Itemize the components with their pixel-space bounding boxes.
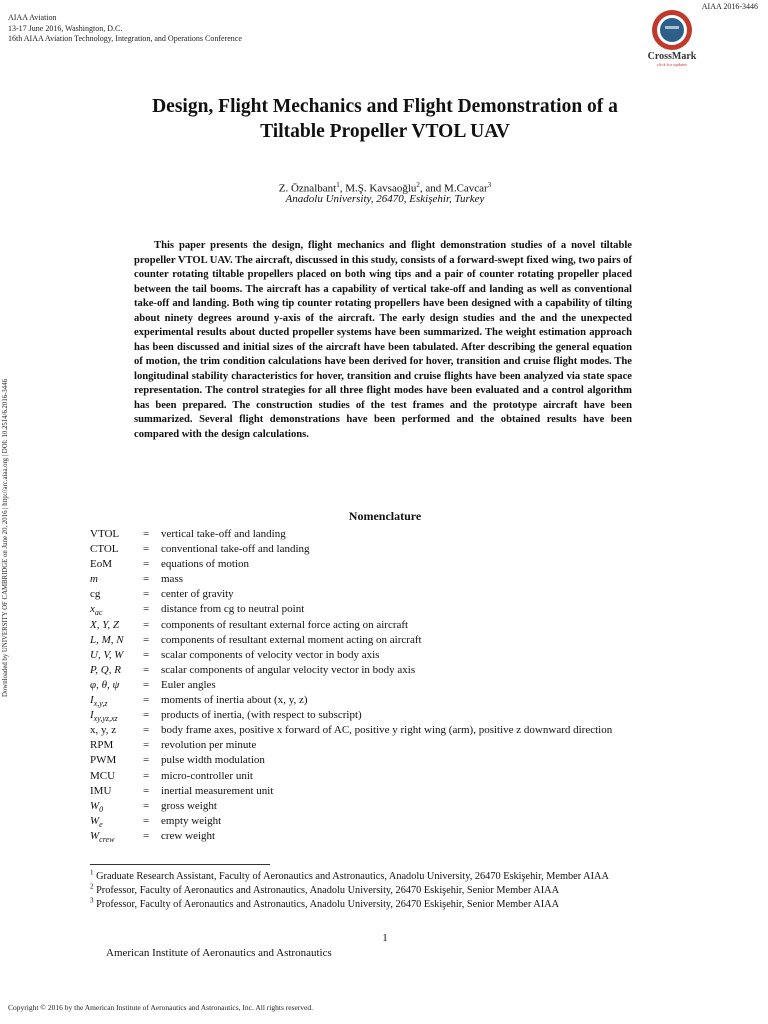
author-sep: , (339, 182, 346, 195)
nomenclature-eq: = (143, 814, 150, 827)
nomenclature-symbol (90, 557, 112, 572)
footnote (90, 884, 690, 898)
nomenclature-definition: distance from cg to neutral point (161, 603, 305, 616)
footnote-text: Professor, Faculty of Aeronautics and Astronautics, Anadolu University, 26470 Eskişehir, Senior Member AIAA (96, 885, 560, 896)
nomenclature-symbol (90, 753, 116, 768)
symbol-main: CTOL (90, 543, 119, 556)
page-number: 1 (382, 932, 388, 944)
symbol-subscript: e (99, 819, 103, 829)
nomenclature-symbol (90, 784, 111, 799)
affiliation: Anadolu University, 26470, Eskişehir, Turkey (285, 193, 485, 205)
nomenclature-definition: components of resultant external force acting on aircraft (161, 618, 409, 631)
nomenclature-list (90, 527, 760, 844)
crossmark-label: CrossMark (647, 51, 697, 62)
nomenclature-row (90, 572, 760, 587)
nomenclature-row (90, 542, 760, 557)
symbol-main: cg (90, 588, 101, 601)
nomenclature-definition: center of gravity (161, 588, 234, 601)
nomenclature-definition: equations of motion (161, 558, 249, 571)
paper-id: AIAA 2016-3446 (701, 2, 758, 11)
nomenclature-definition: Euler angles (161, 678, 216, 691)
symbol-main: W (90, 799, 100, 812)
symbol-main: X, Y, Z (90, 618, 119, 631)
nomenclature-eq: = (143, 603, 150, 616)
nomenclature-row (90, 708, 760, 723)
nomenclature-eq: = (143, 543, 150, 556)
nomenclature-symbol (90, 829, 114, 847)
symbol-main: W (90, 829, 100, 842)
nomenclature-eq: = (143, 739, 150, 752)
conference-header (8, 13, 242, 45)
nomenclature-definition: products of inertia, (with respect to subscript) (161, 709, 362, 722)
symbol-subscript: x,y,z (93, 699, 108, 709)
nomenclature-definition: conventional take-off and landing (161, 543, 310, 556)
title-line: Tiltable Propeller VTOL UAV (260, 121, 510, 142)
abstract: This paper presents the design, flight mechanics and flight demonstration studies of a novel tiltable propeller VTOL UAV. The aircraft, discussed in this study, consists of a forward-swept fixed wing, two pairs of counter rotating tiltable propellers placed on both wing tips and a pair of counter rotating propeller placed between the tail booms. The aircraft has a capability of vertical take-off and landing as well as conventional take-off and landing. Both wing tip counter rotating propellers have been designed with a capability of tilting about ninety degrees around y-axis of the aircraft. The early design studies and the and the unexpected experimental results about ducted propeller systems have been summarized. The weight estimation approach has been discussed and initial sizes of the aircraft have been tabulated. After describing the general equation of motion, the trim condition calculations have been derived for hover, transition and cruise flight modes. The longitudinal stability characteristics for hover, transition and cruise flights have been analyzed via state space representation. The control strategies for all three flight modes have been evaluated and a control algorithm has been prepared. The construction studies of the test frames and the prototype aircraft have been summarized. Several flight demonstrations have been performed and the obtained results have been compared with the design calculations. (134, 240, 632, 440)
nomenclature-symbol (90, 618, 119, 633)
header-line: 16th AIAA Aviation Technology, Integration, and Operations Conference (8, 34, 242, 43)
footnote-num: 3 (90, 896, 94, 905)
nomenclature-definition: crew weight (161, 829, 216, 842)
nomenclature-definition: components of resultant external moment acting on aircraft (161, 633, 422, 646)
symbol-main: P, Q, R (90, 663, 121, 676)
nomenclature-definition: vertical take-off and landing (161, 528, 286, 540)
nomenclature-eq: = (143, 663, 150, 676)
nomenclature-definition: empty weight (161, 814, 222, 827)
nomenclature-row (90, 663, 760, 678)
nomenclature-row (90, 829, 760, 844)
nomenclature-eq: = (143, 799, 150, 812)
nomenclature-eq: = (143, 573, 150, 586)
symbol-main: φ, θ, ψ (90, 678, 120, 691)
symbol-subscript: 0 (99, 804, 104, 814)
publisher: American Institute of Aeronautics and Astronautics (106, 947, 332, 959)
nomenclature-row (90, 723, 760, 738)
nomenclature-row (90, 693, 760, 708)
nomenclature-row (90, 753, 760, 768)
crossmark-badge[interactable] (641, 8, 703, 68)
nomenclature-eq: = (143, 709, 150, 722)
nomenclature-definition: body frame axes, positive x forward of AC, positive y right wing (arm), positive z downward direction (161, 724, 613, 737)
copyright: Copyright © 2016 by the American Institute of Aeronautics and Astronautics, Inc. All rights reserved. (8, 1003, 314, 1012)
symbol-main: W (90, 814, 100, 827)
symbol-main: PWM (90, 754, 117, 767)
nomenclature-eq: = (143, 829, 150, 842)
nomenclature-row (90, 587, 760, 602)
footnote (90, 898, 690, 912)
symbol-main: VTOL (90, 528, 120, 540)
symbol-main: L, M, N (90, 633, 124, 646)
symbol-main: I (90, 709, 94, 722)
symbol-main: I (90, 694, 94, 707)
nomenclature-row (90, 633, 760, 648)
header-line: AIAA Aviation (8, 13, 57, 22)
footnote-text: Graduate Research Assistant, Faculty of Aeronautics and Astronautics, Anadolu University, 26470 Eskişehir, Member AIAA (96, 871, 609, 882)
author-sup: 3 (487, 181, 492, 189)
nomenclature-definition: scalar components of angular velocity vector in body axis (161, 663, 416, 676)
nomenclature-symbol (90, 542, 119, 557)
nomenclature-definition: mass (161, 573, 183, 586)
footnote-text: Professor, Faculty of Aeronautics and Astronautics, Anadolu University, 26470 Eskişehir, Senior Member AIAA (96, 899, 560, 910)
nomenclature-symbol (90, 587, 100, 602)
nomenclature-symbol (90, 723, 116, 738)
nomenclature-eq: = (143, 694, 150, 707)
crossmark-icon (641, 8, 703, 52)
paper-title (60, 94, 710, 144)
header-line: 13-17 June 2016, Washington, D.C. (8, 23, 123, 33)
nomenclature-eq: = (143, 633, 150, 646)
nomenclature-eq: = (143, 678, 150, 691)
title-line: Design, Flight Mechanics and Flight Demonstration of a (152, 96, 618, 117)
nomenclature-eq: = (143, 588, 150, 601)
nomenclature-symbol (90, 738, 113, 753)
nomenclature-definition: inertial measurement unit (161, 784, 274, 797)
author-sep: , and (419, 182, 445, 195)
nomenclature-row (90, 618, 760, 633)
nomenclature-symbol (90, 572, 98, 587)
symbol-subscript: xy,yz,xz (93, 714, 118, 724)
symbol-main: U, V, W (90, 648, 124, 661)
nomenclature-row (90, 557, 760, 572)
nomenclature-symbol (90, 663, 121, 678)
author-sup: 2 (416, 181, 420, 189)
nomenclature-eq: = (143, 784, 150, 797)
footnote-num: 1 (90, 868, 94, 877)
nomenclature-eq: = (143, 724, 150, 737)
nomenclature-definition: gross weight (161, 799, 217, 812)
nomenclature-eq: = (143, 558, 150, 571)
nomenclature-definition: pulse width modulation (161, 754, 265, 767)
nomenclature-definition: revolution per minute (161, 739, 257, 752)
nomenclature-row (90, 799, 760, 814)
nomenclature-eq: = (143, 769, 150, 782)
footnotes (90, 870, 690, 912)
symbol-subscript: crew (99, 835, 115, 845)
nomenclature-eq: = (143, 754, 150, 767)
nomenclature-row (90, 527, 760, 542)
symbol-main: x, y, z (90, 724, 117, 737)
nomenclature-symbol (90, 527, 119, 542)
author-sup: 1 (336, 181, 340, 189)
download-sidebar[interactable]: Downloaded by UNIVERSITY OF CAMBRIDGE on June 20, 2016 | http://arc.aiaa.org | DOI: 10.2514/6.2016-3446 (2, 379, 9, 697)
symbol-main: x (90, 603, 95, 616)
nomenclature-definition: micro-controller unit (161, 769, 253, 782)
nomenclature-row (90, 648, 760, 663)
nomenclature-symbol (90, 633, 124, 648)
symbol-main: MCU (90, 769, 116, 782)
nomenclature-row (90, 769, 760, 784)
nomenclature-definition: moments of inertia about (x, y, z) (161, 694, 308, 707)
nomenclature-definition: scalar components of velocity vector in body axis (161, 648, 380, 661)
symbol-main: IMU (90, 784, 112, 797)
nomenclature-eq: = (143, 648, 150, 661)
nomenclature-row (90, 602, 760, 617)
nomenclature-eq: = (143, 528, 150, 540)
author-name: Z. Öznalbant (278, 182, 337, 195)
symbol-main: EoM (90, 558, 112, 571)
nomenclature-row (90, 678, 760, 693)
author-name: M.Cavcar (444, 182, 488, 195)
symbol-main: m (90, 573, 98, 586)
nomenclature-row (90, 814, 760, 829)
symbol-main: RPM (90, 739, 114, 752)
author-name: M.Ş. Kavsaoğlu (345, 182, 417, 195)
footnote (90, 870, 690, 884)
footnote-num: 2 (90, 882, 94, 891)
symbol-subscript: ac (94, 608, 103, 618)
crossmark-sub: click for updates (657, 62, 687, 67)
footnote-divider (90, 864, 270, 865)
nomenclature-eq: = (143, 618, 150, 631)
nomenclature-symbol (90, 678, 119, 693)
nomenclature-symbol (90, 769, 115, 784)
nomenclature-symbol (90, 648, 123, 663)
nomenclature-row (90, 738, 760, 753)
nomenclature-title: Nomenclature (348, 509, 422, 523)
nomenclature-row (90, 784, 760, 799)
